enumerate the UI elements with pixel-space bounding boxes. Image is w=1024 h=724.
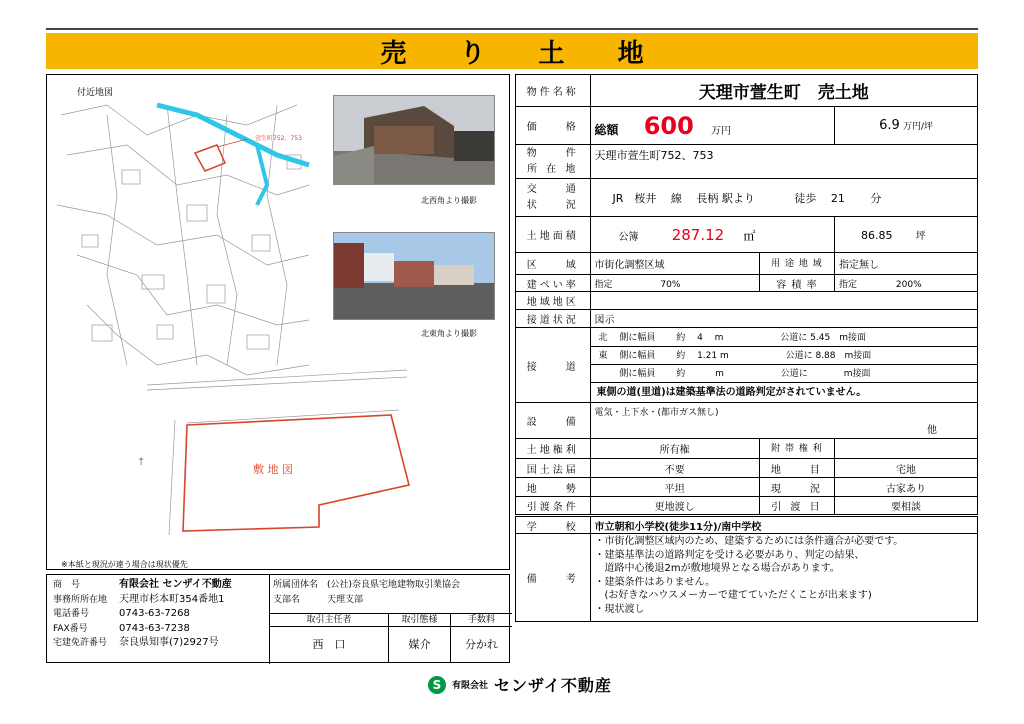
company-name-label: 商 号 [53,580,81,590]
road-cell [590,328,978,403]
company-values [119,578,232,651]
school-header: 学 校 [516,516,591,534]
company-logo-icon: S [428,676,446,694]
logo-small-text: 有限会社 [452,681,489,691]
area-cell [590,217,835,253]
zone-value: 市街化調整区域 [590,253,759,275]
current-value: 古家あり [835,478,978,497]
map-label: 付近地図 [77,88,114,98]
far-header: 容 積 率 [759,275,834,292]
svg-text:↑: ↑ [137,457,146,468]
equipment: 電気・上下水・(都市ガス無し) [594,408,719,418]
company-name: 有限会社 センザイ不動産 [119,579,232,590]
remark-line: 道路中心後退2mが敷地境界となる場合があります。 [594,563,840,574]
photo-northeast [333,232,495,320]
location: 天理市萱生町752、753 [590,145,978,179]
equipment-header: 設 備 [516,403,591,439]
road-row-2: 東 側に幅員 約 1.21 m 公道に 8.88 m接面 [591,347,978,365]
logo-large-text: センザイ不動産 [494,676,612,695]
right-value: 所有権 [590,439,759,459]
name-header: 物件名称 [516,75,591,107]
company-office-label: 事務所所在地 [53,594,108,605]
traffic-header-2: 状 況 [526,199,579,211]
site-pin-label: 萱生町752、753 [255,135,302,142]
terrain-header: 地 勢 [516,478,591,497]
photo-northwest [333,95,495,185]
current-header: 現 況 [759,478,834,497]
remarks-header: 備 考 [516,534,591,622]
transaction-grid [269,597,511,663]
price-cell [590,107,835,145]
road-header: 接 道 [516,328,591,403]
price-unit: 万円 [711,125,731,137]
association-label: 所属団体名 [273,580,319,590]
handover-date-value: 要相談 [835,497,978,516]
site-plan-label: 敷 地 図 [253,463,293,476]
agent-value: 西 口 [312,638,346,651]
agent-header: 取引主任者 [270,613,388,627]
road-status: 図示 [590,310,978,328]
category-value: 宅地 [835,459,978,478]
tsubo-price: 6.9 [879,118,900,133]
association-name: (公社)奈良県宅地建物取引業協会 [327,580,461,590]
company-labels [53,578,107,651]
remark-line: ・建築基準法の道路判定を受ける必要があり、判定の結果、 [594,549,865,561]
handover-cond-header: 引渡条件 [516,497,591,516]
road-note: 東側の道(里道)は建築基準法の道路判定がされていません。 [596,386,867,398]
area-header: 土地面積 [516,217,591,253]
attached-header: 附 帯 権 利 [759,439,834,459]
remarks-cell [590,534,978,622]
property-table [515,74,978,622]
mode-header: 取引態様 [388,613,450,627]
handover-cond-value: 更地渡し [590,497,759,516]
location-header-2: 所 在 地 [527,163,579,175]
photo-northeast-caption: 北東角より撮影 [421,329,477,338]
area-type: 公簿 [618,231,639,243]
company-fax: 0743-63-7238 [119,622,190,634]
area-tsubo-cell [835,217,978,253]
company-license: 奈良県知事(7)2927号 [119,637,219,648]
traffic-header-1: 交 通 [526,183,579,195]
remark-line: (お好きなハウスメーカーで建てていただくことが出来ます) [594,590,872,601]
top-rule [46,28,978,30]
mode-value: 媒介 [388,627,450,663]
use-value: 指定無し [835,253,978,275]
company-box [46,574,510,663]
fee-value: 分かれ [450,627,512,663]
fee-header: 手数料 [450,613,512,627]
company-office: 天理市杉本町354番地1 [119,593,225,605]
page-title: 売 り 土 地 [380,38,666,69]
station-suffix: 駅より [721,191,755,205]
company-fax-label: FAX番号 [53,623,88,634]
footer-logo [428,673,612,696]
price-value: 600 [643,111,694,140]
district-value [590,292,978,310]
walk-time: 徒歩 21 分 [794,191,882,205]
area-sqm: 287.12 [671,225,725,244]
notification-value: 不要 [590,459,759,478]
company-tel: 0743-63-7268 [119,608,190,619]
zone-header: 区 域 [516,253,591,275]
area-tsubo: 86.85 [861,229,893,242]
district-header: 地域地区 [516,292,591,310]
handover-date-header: 引 渡 日 [759,497,834,516]
category-header: 地 目 [759,459,834,478]
disclaimer-note: ※本紙と現況が違う場合は現状優先 [61,560,188,569]
map-panel [46,74,510,570]
property-name: 天理市萱生町 売土地 [590,75,978,107]
remark-line: ・市街化調整区域内のため、建築するためには条件適合が必要です。 [594,536,904,547]
company-license-label: 宅建免許番号 [53,638,108,648]
area-sqm-unit: ㎡ [743,228,756,243]
tsubo-unit: 万円/坪 [902,122,933,132]
far-value: 指定 200% [835,275,978,292]
branch-name: 天理支部 [327,595,364,605]
road-status-header: 接道状況 [516,310,591,328]
school-value: 市立朝和小学校(徒歩11分)/南中学校 [590,516,978,534]
traffic-header [516,179,591,217]
train-line: JR 桜井 線 長柄 [612,191,719,205]
photo-northwest-caption: 北西角より撮影 [421,196,477,205]
title-band [46,33,978,69]
tsubo-price-cell [835,107,978,145]
use-header: 用 途 地 域 [759,253,834,275]
company-tel-label: 電話番号 [53,609,90,619]
location-header [516,145,591,179]
price-header: 価 格 [516,107,591,145]
location-header-1: 物 件 [526,147,579,159]
notification-header: 国土法届 [516,459,591,478]
equipment-other: 他 [927,425,937,436]
right-header: 土地権利 [516,439,591,459]
road-row-1: 北 側に幅員 約 4 m 公道に 5.45 m接面 [591,329,978,347]
price-prefix: 総額 [594,122,619,137]
bcr-value: 指定 70% [590,275,759,292]
traffic-cell [590,179,978,217]
terrain-value: 平坦 [590,478,759,497]
attached-value [835,439,978,459]
road-row-3: 側に幅員 約 m 公道に m接面 [591,365,978,383]
remark-line: ・現状渡し [594,603,645,615]
branch-label: 支部名 [273,595,301,605]
remark-line: ・建築条件はありません。 [594,576,716,588]
equipment-cell [590,403,978,439]
area-tsubo-unit: 坪 [915,231,926,242]
bcr-header: 建ぺい率 [516,275,591,292]
